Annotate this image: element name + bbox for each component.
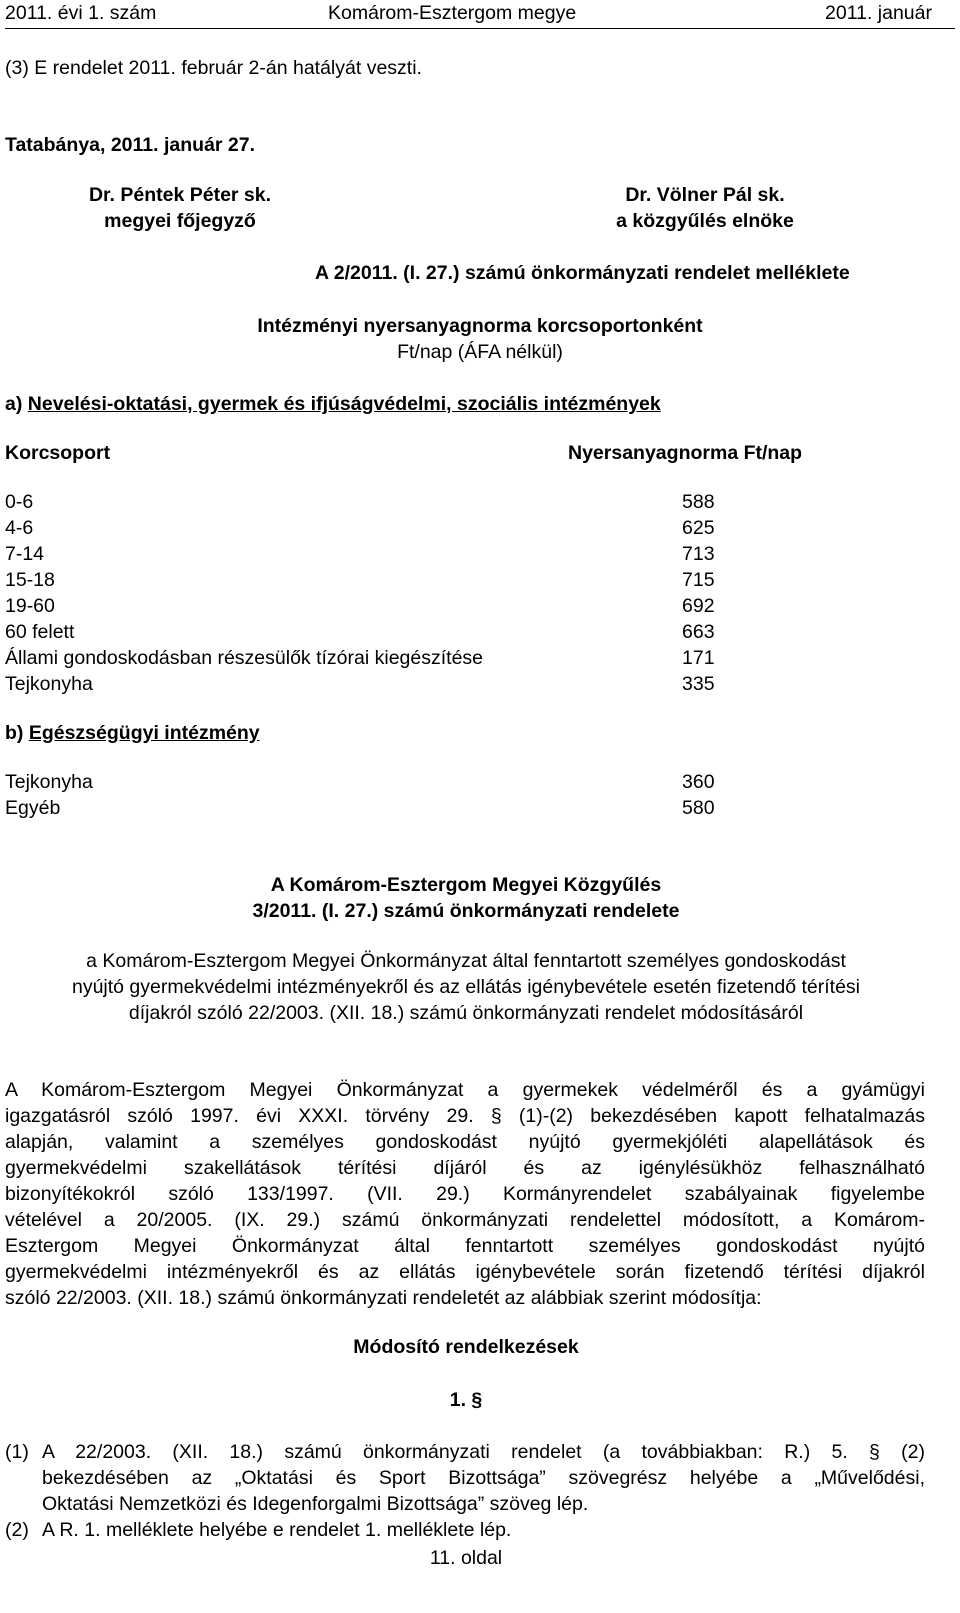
decree-subject-line: nyújtó gyermekvédelmi intézményekről és az ellátás igénybevétele esetén fizetendő térítési xyxy=(71,976,860,998)
header-issue: 2011. évi 1. szám xyxy=(5,2,157,24)
table-row-label: 4-6 xyxy=(5,517,34,539)
decree-subject-line: díjakról szóló 22/2003. (XII. 18.) számú önkormányzati rendelet módosításáról xyxy=(128,1002,804,1024)
preamble-line: vételével a 20/2005. (IX. 29.) számú önkormányzati rendelettel módosított, a Komárom- xyxy=(5,1209,925,1231)
annex-unit: Ft/nap (ÁFA nélkül) xyxy=(397,341,563,363)
signature-right-name: Dr. Völner Pál sk. xyxy=(625,184,785,206)
preamble-line: gyermekvédelmi intézményekről és az ellátás igénybevétele során fizetendő térítési díjakról xyxy=(5,1261,925,1283)
table-row-value: 335 xyxy=(682,673,715,695)
page-number: 11. oldal xyxy=(429,1547,503,1569)
paragraph-1-line: Oktatási Nemzetközi és Idegenforgalmi Bizottsága” szöveg lép. xyxy=(42,1493,589,1515)
section-b-heading xyxy=(5,720,260,746)
header-county: Komárom-Esztergom megye xyxy=(328,2,577,24)
table-row-label: Egyéb xyxy=(5,797,61,819)
place-date: Tatabánya, 2011. január 27. xyxy=(5,134,256,156)
preamble-line: bizonyítékokról szóló 133/1997. (VII. 29.) Kormányrendelet szabályainak figyelembe xyxy=(5,1183,925,1205)
decree-title-body: A Komárom-Esztergom Megyei Közgyűlés xyxy=(270,874,662,896)
table-row-label: Tejkonyha xyxy=(5,771,93,793)
preamble-line: gyermekvédelmi szakellátások térítési díjáról és az igénylésükhöz felhasználható xyxy=(5,1157,925,1179)
table-row-label: Tejkonyha xyxy=(5,673,93,695)
header-month: 2011. január xyxy=(825,2,932,24)
section-a-prefix: a) xyxy=(5,393,28,415)
paragraph-1-number: (1) xyxy=(5,1441,29,1463)
preamble-line: A Komárom-Esztergom Megyei Önkormányzat a gyermekek védelméről és a gyámügyi xyxy=(5,1079,925,1101)
annex-title: A 2/2011. (I. 27.) számú önkormányzati rendelet melléklete xyxy=(315,262,850,284)
table-row-value: 360 xyxy=(682,771,715,793)
table-row-label: 19-60 xyxy=(5,595,55,617)
preamble-line: igazgatásról szóló 1997. évi XXXI. törvény 29. § (1)-(2) bekezdésében kapott felhatalmazás xyxy=(5,1105,925,1127)
annex-subtitle: Intézményi nyersanyagnorma korcsoportonként xyxy=(257,315,703,337)
section-number: 1. § xyxy=(449,1389,483,1411)
table-row-value: 715 xyxy=(682,569,715,591)
signature-right-title: a közgyűlés elnöke xyxy=(616,210,794,232)
table-row-value: 692 xyxy=(682,595,715,617)
section-a-title: Nevelési-oktatási, gyermek és ifjúságvédelmi, szociális intézmények xyxy=(27,393,661,415)
section-a-heading xyxy=(5,391,661,417)
section-b-prefix: b) xyxy=(5,722,29,744)
table-row-label: Állami gondoskodásban részesülők tízórai kiegészítése xyxy=(5,647,484,669)
preamble-line: Esztergom Megyei Önkormányzat által fenntartott személyes gondoskodást nyújtó xyxy=(5,1235,925,1257)
column-header-norm: Nyersanyagnorma Ft/nap xyxy=(568,442,803,464)
table-row-value: 588 xyxy=(682,491,715,513)
table-row-label: 60 felett xyxy=(5,621,75,643)
preamble-line: szóló 22/2003. (XII. 18.) számú önkormányzati rendeletét az alábbiak szerint módosítja: xyxy=(5,1287,762,1309)
table-row-value: 663 xyxy=(682,621,715,643)
provisions-title: Módosító rendelkezések xyxy=(353,1336,579,1358)
table-row-value: 713 xyxy=(682,543,715,565)
signature-left-title: megyei főjegyző xyxy=(104,210,256,232)
header-divider xyxy=(5,28,955,29)
table-row-value: 625 xyxy=(682,517,715,539)
decree-title-number: 3/2011. (I. 27.) számú önkormányzati rendelete xyxy=(252,900,680,922)
table-row-label: 0-6 xyxy=(5,491,34,513)
signature-left-name: Dr. Péntek Péter sk. xyxy=(88,184,272,206)
table-row-label: 7-14 xyxy=(5,543,45,565)
paragraph-2-number: (2) xyxy=(5,1519,29,1541)
paragraph-1-line: A 22/2003. (XII. 18.) számú önkormányzati rendelet (a továbbiakban: R.) 5. § (2) xyxy=(42,1441,925,1463)
table-row-value: 171 xyxy=(682,647,715,669)
table-row-label: 15-18 xyxy=(5,569,55,591)
table-row-value: 580 xyxy=(682,797,715,819)
column-header-age-group: Korcsoport xyxy=(5,442,111,464)
repeal-clause: (3) E rendelet 2011. február 2-án hatályát veszti. xyxy=(5,57,422,79)
section-b-title: Egészségügyi intézmény xyxy=(28,722,260,744)
paragraph-1-line: bekezdésében az „Oktatási és Sport Bizottsága” szövegrész helyébe a „Művelődési, xyxy=(42,1467,925,1489)
paragraph-2-text: A R. 1. melléklete helyébe e rendelet 1. melléklete lép. xyxy=(42,1519,512,1541)
preamble-line: alapján, valamint a személyes gondoskodást nyújtó gyermekjóléti alapellátások és xyxy=(5,1131,925,1153)
decree-subject-line: a Komárom-Esztergom Megyei Önkormányzat által fenntartott személyes gondoskodást xyxy=(86,950,846,972)
